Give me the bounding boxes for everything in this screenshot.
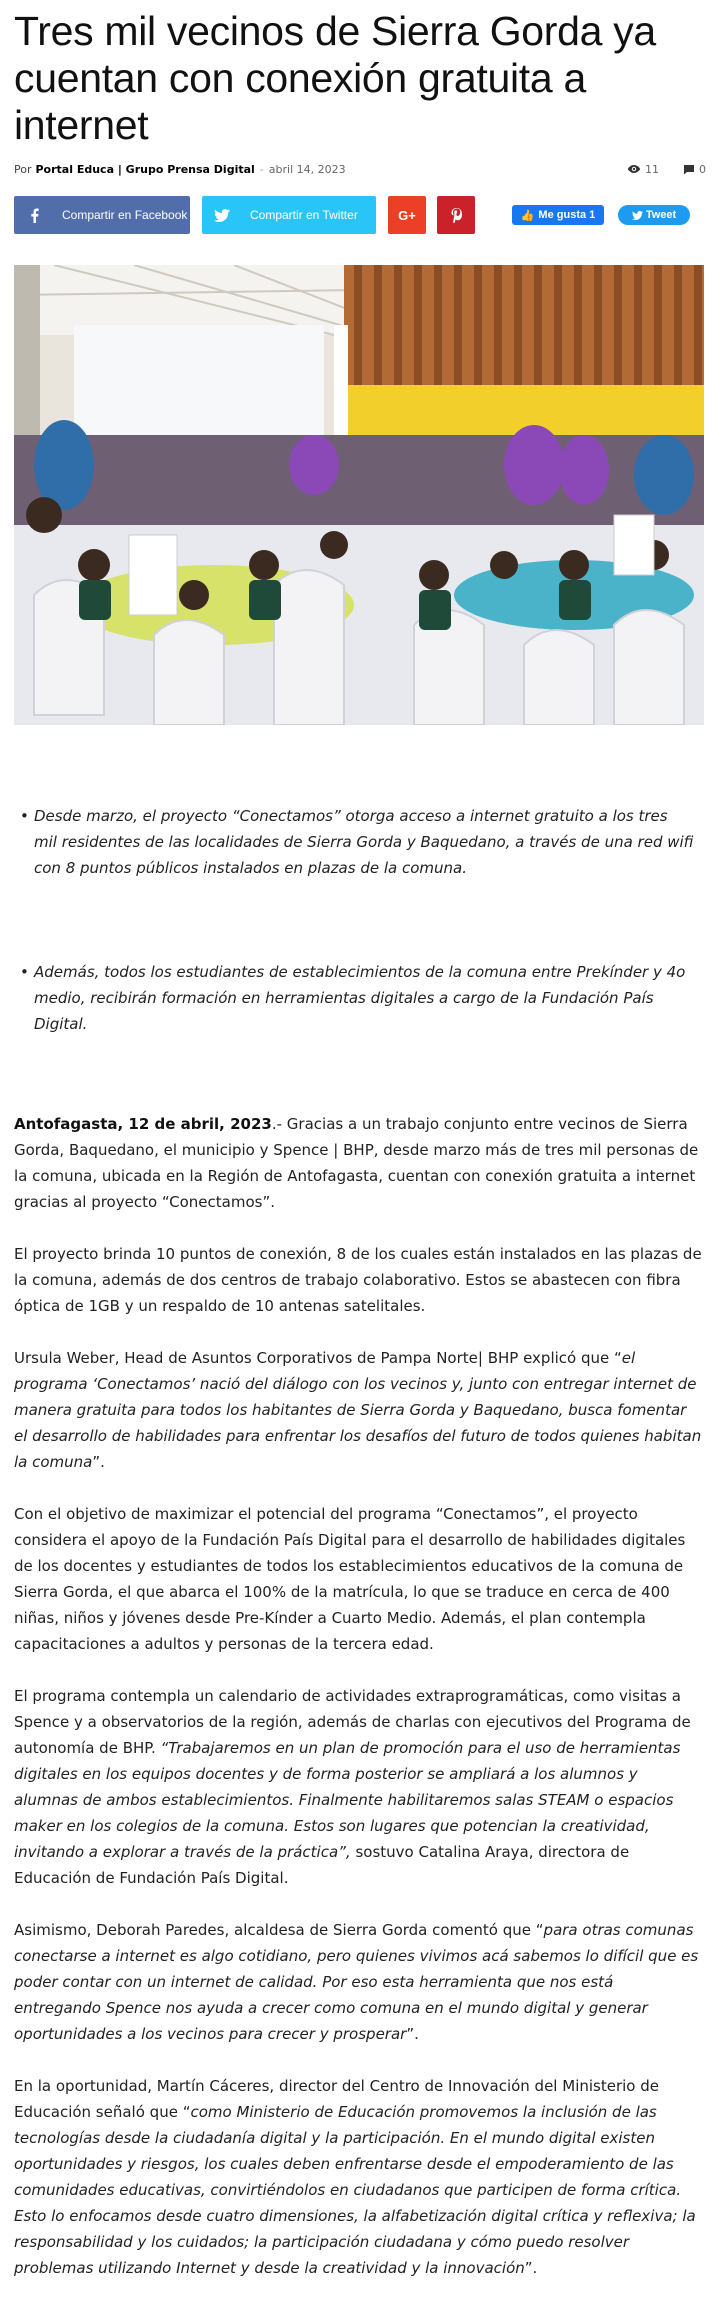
share-pinterest-button[interactable]	[437, 196, 475, 234]
summary-bullet: • Desde marzo, el proyecto “Conectamos” otorga acceso a internet gratuito a los tres mil residentes de las localidades de Sierra Gorda y Baquedano, a través de una red wifi con 8 puntos públicos instalados en plazas de la comuna.	[14, 803, 694, 881]
paragraph: Con el objetivo de maximizar el potencial del programa “Conectamos”, el proyecto considera el apoyo de la Fundación País Digital para el desarrollo de habilidades digitales de los docentes y estudiantes de todos los establecimientos educativos de la comuna de Sierra Gorda, el que abarca el 100% de la matrícula, lo que se traduce en cerca de 400 niñas, niños y jóvenes desde Pre-Kínder a Cuarto Medio. Además, el plan contempla capacitaciones a adultos y personas de la tercera edad.	[14, 1505, 686, 1653]
paragraph: El proyecto brinda 10 puntos de conexión, 8 de los cuales están instalados en las plazas de la comuna, además de dos centros de trabajo colaborativo. Estos se abastecen con fibra óptica de 1GB y un respaldo de 10 antenas satelitales.	[14, 1245, 702, 1315]
featured-image	[14, 265, 704, 725]
tweet-label: Tweet	[645, 209, 677, 221]
by-label: Por	[14, 162, 32, 176]
paragraph	[14, 2073, 702, 2281]
like-label: Me gusta 1	[538, 209, 596, 221]
views-count: 11	[645, 162, 659, 176]
share-twitter-label: Compartir en Twitter	[250, 208, 358, 222]
twitter-bird-icon	[632, 211, 643, 220]
article-title: Tres mil vecinos de Sierra Gorda ya cuentan con conexión gratuita a internet	[14, 8, 656, 148]
quote-text: “Trabajaremos en un plan de promoción para el uso de herramientas digitales en los equipos docentes y de forma posterior se ampliará a los alumnos y alumnas de ambos establecimientos. Finalmente habilitaremos salas STEAM o espacios maker en los colegios de la comuna. Estos son lugares que potencian la creatividad, invitando a explorar a través de la práctica”,	[14, 1739, 681, 1861]
paragraph-text: sostuvo Catalina Araya, directora de Educación de Fundación País Digital.	[14, 1843, 630, 1887]
facebook-like-button[interactable]	[512, 205, 604, 225]
meta-separator: -	[259, 162, 264, 176]
quote-text: el programa ‘Conectamos’ nació del diálogo con los vecinos y, junto con entregar internet de manera gratuita para todos los habitantes de Sierra Gorda y Baquedano, busca fomentar el desarrollo de habilidades para enfrentar los desafíos del futuro de todos quienes habitan la comuna	[14, 1349, 702, 1471]
paragraph-text: En la oportunidad, Martín Cáceres, director del Centro de Innovación del Ministerio de Educación señaló que “	[14, 2077, 659, 2121]
summary-bullet: • Además, todos los estudiantes de establecimientos de la comuna entre Prekínder y 4o medio, recibirán formación en herramientas digitales a cargo de la Fundación País Digital.	[14, 959, 694, 1037]
paragraph-text: ”.	[92, 1453, 105, 1471]
paragraph-text: ”.	[524, 2259, 538, 2277]
share-googleplus-button[interactable]	[388, 196, 426, 234]
thumbs-up-icon: 👍	[520, 209, 535, 222]
pinterest-icon	[451, 208, 462, 223]
quote-text: como Ministerio de Educación promovemos la inclusión de las tecnologías desde la ciudadanía digital y la participación. En el mundo digital existen oportunidades y riesgos, los cuales deben enfrentarse desde el empoderamiento de las comunidades educativas, convirtiéndolos en ciudadanos que participen de forma crítica. Esto lo enfocamos desde cuatro dimensiones, la alfabetización digital crítica y reflexiva; la responsabilidad y los cuidados; la participación ciudadana y cómo puedo resolver problemas utilizando Internet y desde la creatividad y la innovación	[14, 2103, 696, 2277]
paragraph-text: ”.	[406, 2025, 419, 2043]
author-link[interactable]: Portal Educa | Grupo Prensa Digital	[35, 162, 255, 176]
share-bar	[14, 196, 706, 234]
paragraph-text: .- Gracias a un trabajo conjunto entre vecinos de Sierra Gorda, Baquedano, el municipio y Spence | BHP, desde marzo más de tres mil personas de la comuna, ubicada en la Región de Antofagasta, cuentan con conexión gratuita a internet gracias al proyecto “Conectamos”.	[14, 1115, 699, 1211]
comments-stat[interactable]	[683, 163, 706, 176]
event-photo	[14, 265, 704, 725]
comments-count: 0	[699, 162, 706, 176]
quote-text: para otras comunas conectarse a internet es algo cotidiano, pero quienes vivimos acá sabemos lo difícil que es poder contar con un internet de calidad. Por eso esta herramienta que nos está entregando Spence nos ayuda a crecer como comuna en el mundo digital y generar oportunidades a los vecinos para crecer y prosperar	[14, 1921, 699, 2043]
share-twitter-button[interactable]	[202, 196, 376, 234]
paragraph-text: Asimismo, Deborah Paredes, alcaldesa de Sierra Gorda comentó que “	[14, 1921, 544, 1939]
article-page	[0, 8, 720, 2281]
tweet-button[interactable]	[618, 205, 690, 225]
summary-bullets	[14, 803, 706, 1037]
views-stat	[627, 163, 659, 176]
article-meta	[14, 159, 706, 179]
paragraph	[14, 1345, 702, 1475]
paragraph-text: El programa contempla un calendario de actividades extraprogramáticas, como visitas a Spence y a observatorios de la región, además de charlas con ejecutivos del Programa de autonomía de BHP.	[14, 1687, 691, 1757]
paragraph-text: Ursula Weber, Head de Asuntos Corporativos de Pampa Norte| BHP explicó que “	[14, 1349, 622, 1367]
article-body	[14, 1111, 706, 2281]
comment-icon	[683, 164, 695, 175]
facebook-icon	[14, 208, 54, 223]
article-stats	[627, 163, 706, 176]
paragraph	[14, 1683, 702, 1891]
twitter-icon	[202, 209, 242, 222]
share-facebook-button[interactable]	[14, 196, 190, 234]
google-plus-icon: G+	[398, 207, 416, 223]
dateline: Antofagasta, 12 de abril, 2023	[14, 1115, 272, 1133]
paragraph	[14, 1917, 702, 2047]
paragraph	[14, 1111, 702, 1215]
share-facebook-label: Compartir en Facebook	[62, 208, 188, 222]
publish-date: abril 14, 2023	[268, 162, 346, 176]
eye-icon	[627, 164, 641, 174]
